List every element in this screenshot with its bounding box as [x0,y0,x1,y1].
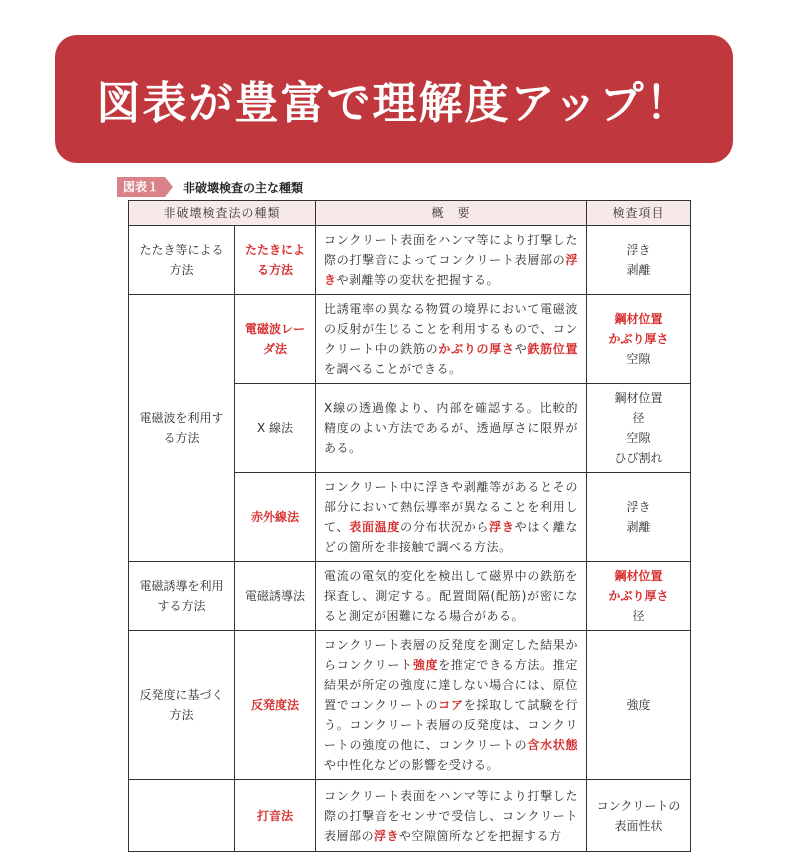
items-cell [587,780,691,852]
table-header-row [129,201,691,226]
item: 鋼材位置 [614,391,663,405]
desc-text: を調べることができる。 [324,362,462,376]
desc-highlight: コア [438,698,464,712]
item: 強度 [626,698,651,712]
items-cell [587,631,691,780]
item: 空隙 [626,352,651,366]
figure-title: 非破壊検査の主な種類 [183,180,304,195]
description-cell: X線の透過像より、内部を確認する。比較的精度のよい方法であるが、透過厚さに限界がある。 [316,384,587,473]
header-overview: 概 要 [316,201,587,226]
desc-highlight: 浮き [374,828,400,843]
desc-text: 比誘電率の異なる物質の境界において電磁波の反射が生じることを利用するもので、コンクリート中の鉄筋の [324,302,579,356]
desc-text: を採取して試験を行う。コンクリート表層の反発度は、コンクリートの強度の他に、コンクリートの [324,698,579,752]
header-method-type: 非破壊検査法の種類 [129,201,316,226]
desc-highlight: 強度 [412,658,439,672]
items-cell [587,473,691,562]
item: 剥離 [626,520,651,534]
desc-text: や中性化などの影響を受ける。 [324,758,500,772]
inspection-methods-table [128,200,691,852]
figure-caption [117,177,303,197]
description-cell [316,631,587,780]
desc-highlight: 浮き [489,520,515,534]
desc-highlight: 含水状態 [527,738,579,752]
item: 鋼材位置 [614,312,663,326]
desc-text: や剥離等の変状を把握する。 [336,273,500,287]
desc-text: やはく離などの箇所を非接触で調べる方法。 [324,520,578,554]
item: ひび割れ [614,451,663,465]
method-cell: 電磁誘導を利用する方法 [129,562,235,631]
submethod-cell: 赤外線法 [235,473,316,562]
item: かぶり厚さ [608,589,669,603]
description-cell [316,473,587,562]
table-row [129,295,691,384]
method-cell [129,780,235,852]
desc-text: や [514,342,528,356]
figure-label: 図表１ [117,177,165,197]
desc-highlight: かぶりの厚さ [438,342,515,356]
desc-highlight: 鉄筋位置 [527,342,578,356]
desc-highlight: 表面温度 [349,520,401,534]
description-cell [316,295,587,384]
desc-text: コンクリート中に浮きや剥離等があるとその部分において熱伝導率が異なることを利用して、 [324,480,579,534]
method-cell: 反発度に基づく方法 [129,631,235,780]
desc-text: コンクリート表面をハンマ等により打撃した際の打撃音をセンサで受信し、コンクリート表層部の [324,788,579,843]
desc-text: の分布状況から [400,520,490,534]
submethod-cell: 電磁波レーダ法 [235,295,316,384]
item: 浮き [626,500,651,514]
submethod-cell: 反発度法 [235,631,316,780]
desc-text: や空隙箇所などを把握する方 [399,828,562,843]
item: 空隙 [626,431,651,445]
table-row [129,226,691,295]
table-row [129,780,691,852]
desc-text: を推定できる方法。推定結果が所定の強度に達しない場合には、原位置でコンクリートの [324,658,579,712]
submethod-cell: たたきによる方法 [235,226,316,295]
promo-banner [55,35,733,163]
submethod-cell: 打音法 [235,780,316,852]
method-cell: たたき等による方法 [129,226,235,295]
submethod-cell: 電磁誘導法 [235,562,316,631]
desc-highlight: 浮き [324,253,579,287]
desc-text: コンクリート表層の反発度を測定した結果からコンクリート [324,638,579,672]
items-cell [587,295,691,384]
table-row [129,631,691,780]
item: かぶり厚さ [608,332,669,346]
item: 径 [632,411,645,425]
description-cell [316,226,587,295]
method-cell: 電磁波を利用する方法 [129,295,235,562]
desc-text: コンクリート表面をハンマ等により打撃した際の打撃音によってコンクリート表層部の [324,233,579,267]
items-cell [587,226,691,295]
item: 浮き [626,243,651,257]
description-cell [316,780,587,852]
item: 径 [632,609,645,623]
items-cell [587,562,691,631]
items-cell [587,384,691,473]
item: 剥離 [626,263,651,277]
header-inspection-items: 検査項目 [587,201,691,226]
banner-title: 図表が豊富で理解度アップ！ [96,78,692,129]
table-row [129,562,691,631]
item: コンクリートの表面性状 [596,798,681,833]
submethod-cell: X 線法 [235,384,316,473]
description-cell: 電流の電気的変化を検出して磁界中の鉄筋を探査し、測定する。配置間隔(配筋)が密になると測定が困難になる場合がある。 [316,562,587,631]
item: 鋼材位置 [614,569,663,583]
